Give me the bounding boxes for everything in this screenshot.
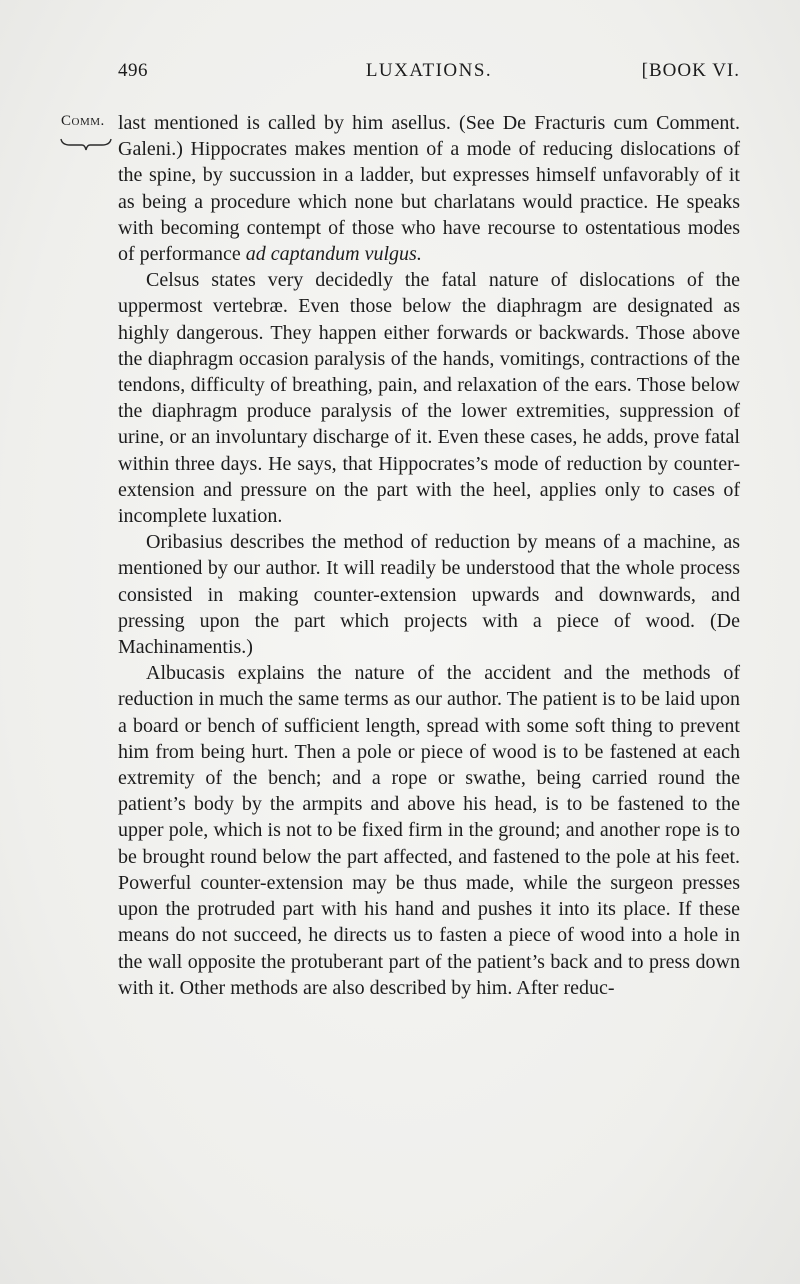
paragraph [118,267,740,529]
paragraph [118,110,740,267]
paragraph [118,660,740,1001]
running-title: LUXATIONS. [365,60,493,81]
paragraph-text: Celsus states very decidedly the fatal nature of dislocations of the uppermost vertebræ. Even those below the diaphragm are designated as highly dangerous. They happen either forwards or backwards. Those above the diaphragm occasion paralysis of the hands, vomitings, contractions of the tendons, difficulty of breathing, pain, and relaxation of the ears. Those below the diaphragm produce paralysis of the lower extremities, suppression of urine, or an involuntary discharge of it. Even these cases, he adds, prove fatal within three days. He says, that Hippocrates’s mode of reduction by counter-extension and pressure on the part with the heel, applies only to cases of incomplete luxation. [118,269,740,528]
paragraph-text: Oribasius describes the method of reduction by means of a machine, as mentioned by our author. It will readily be understood that the whole process consisted in making counter-extension upwards and downwards, and pressing upon the part which projects with a piece of wood. (De Machinamentis.) [118,531,740,659]
paragraph-text: Albucasis explains the nature of the accident and the methods of reduction in much the same terms as our author. The patient is to be laid upon a board or bench of sufficient length, spread with some soft thing to prevent him from being hurt. Then a pole or piece of wood is to be fastened at each extremity of the bench; and a rope or swathe, being carried round the patient’s body by the armpits and above his head, is to be fastened to the upper pole, which is not to be fixed firm in the ground; and another rope is to be brought round below the part affected, and fastened to the pole at his feet. Powerful counter-extension may be thus made, while the surgeon presses upon the protruded part with his hand and pushes it into its place. If these means do not succeed, he directs us to fasten a piece of wood into a hole in the wall opposite the protuberant part of the patient’s back and to press down with it. Other methods are also described by him. After reduc- [118,662,740,999]
running-head [118,60,740,90]
page-number: 496 [118,60,148,81]
italic-phrase: ad captandum vulgus. [245,243,422,266]
paragraph-text: last mentioned is called by him asellus. (See De Fracturis cum Comment. Galeni.) Hippocrates makes mention of a mode of reducing dislocations of the spine, by succussion in a ladder, but expresses himself unfavorably of it as being a procedure which none but charlatans would practice. He speaks with becoming contempt of those who have recourse to ostentatious modes of performance [118,112,740,266]
body-text [118,110,740,1001]
paragraph [118,529,740,660]
margin-brace-icon [60,138,112,152]
margin-note: Comm. [61,113,105,129]
book-reference: [BOOK VI. [641,60,740,81]
